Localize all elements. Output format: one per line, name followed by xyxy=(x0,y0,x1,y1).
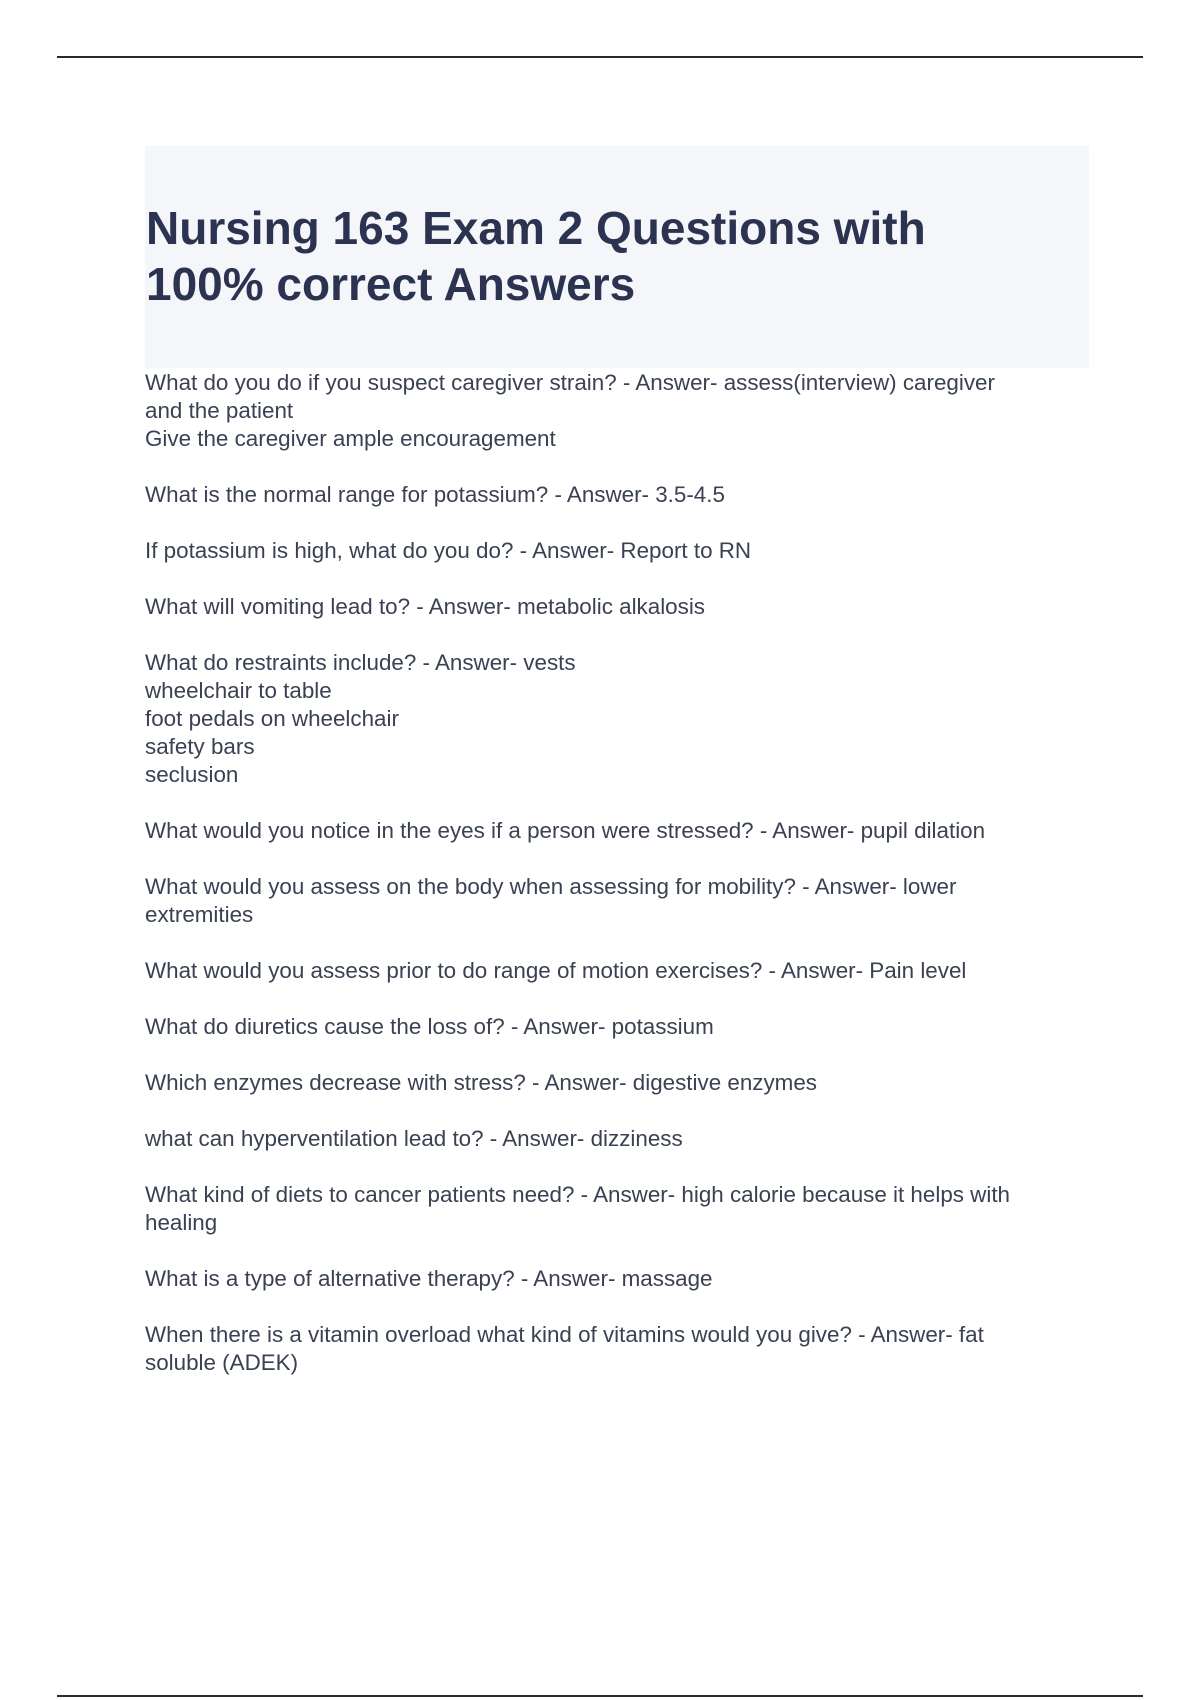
qa-item xyxy=(145,817,1090,845)
qa-line: extremities xyxy=(145,902,254,927)
qa-item xyxy=(145,873,1090,929)
qa-line: What would you notice in the eyes if a person were stressed? - Answer- pupil dilation xyxy=(145,818,986,843)
qa-list xyxy=(145,369,1090,1405)
title-line: 100% correct Answers xyxy=(146,258,636,310)
qa-item xyxy=(145,1125,1090,1153)
header-rule xyxy=(57,56,1143,58)
qa-line: seclusion xyxy=(145,762,239,787)
qa-line: wheelchair to table xyxy=(145,678,332,703)
qa-line: What do restraints include? - Answer- vests xyxy=(145,650,576,675)
qa-item xyxy=(145,1181,1090,1237)
qa-item xyxy=(145,1321,1090,1377)
qa-item xyxy=(145,649,1090,789)
document-title xyxy=(146,200,1076,312)
qa-line: If potassium is high, what do you do? - Answer- Report to RN xyxy=(145,538,752,563)
qa-item xyxy=(145,369,1090,453)
qa-line: Give the caregiver ample encouragement xyxy=(145,426,556,451)
qa-item xyxy=(145,1069,1090,1097)
title-line: Nursing 163 Exam 2 Questions with xyxy=(146,202,926,254)
qa-line: What would you assess on the body when assessing for mobility? - Answer- lower xyxy=(145,874,957,899)
qa-item xyxy=(145,1013,1090,1041)
qa-item xyxy=(145,537,1090,565)
qa-line: safety bars xyxy=(145,734,255,759)
qa-line: and the patient xyxy=(145,398,294,423)
qa-line: soluble (ADEK) xyxy=(145,1350,299,1375)
qa-line: What would you assess prior to do range of motion exercises? - Answer- Pain level xyxy=(145,958,967,983)
qa-line: What do diuretics cause the loss of? - Answer- potassium xyxy=(145,1014,714,1039)
qa-item xyxy=(145,593,1090,621)
qa-line: What will vomiting lead to? - Answer- metabolic alkalosis xyxy=(145,594,705,619)
qa-item xyxy=(145,481,1090,509)
qa-line: What is a type of alternative therapy? - Answer- massage xyxy=(145,1266,713,1291)
qa-line: foot pedals on wheelchair xyxy=(145,706,399,731)
qa-line: healing xyxy=(145,1210,218,1235)
qa-line: what can hyperventilation lead to? - Answer- dizziness xyxy=(145,1126,683,1151)
qa-line: What kind of diets to cancer patients need? - Answer- high calorie because it helps with xyxy=(145,1182,1011,1207)
qa-line: When there is a vitamin overload what kind of vitamins would you give? - Answer- fat xyxy=(145,1322,984,1347)
footer-rule xyxy=(57,1695,1143,1697)
qa-item xyxy=(145,1265,1090,1293)
qa-line: Which enzymes decrease with stress? - Answer- digestive enzymes xyxy=(145,1070,817,1095)
qa-line: What is the normal range for potassium? - Answer- 3.5-4.5 xyxy=(145,482,725,507)
qa-item xyxy=(145,957,1090,985)
qa-line: What do you do if you suspect caregiver strain? - Answer- assess(interview) caregiver xyxy=(145,370,995,395)
